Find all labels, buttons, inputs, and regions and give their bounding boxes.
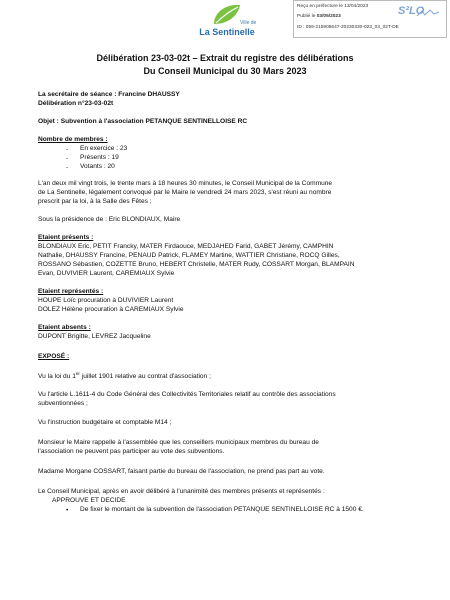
absents-heading: Etaient absents : [38,324,91,331]
presents-heading: Etaient présents : [38,234,94,241]
vu-article-line: subventionnées ; [38,400,88,407]
vu-loi-1901: Vu la loi du 1er juillet 1901 relative au contrat d'association ; [38,371,211,381]
presidence-line: Sous la présidence de : Eric BLONDIAUX, Maire [38,216,181,223]
expose-heading: EXPOSÉ : [38,353,70,360]
vu-instruction-line: Vu l'instruction budgétaire et comptable M14 ; [38,419,172,426]
vu-article-line: Vu l'article L.1611-4 du Code Général des Collectivités Territoriales relatif au contrôle des associations [38,391,336,398]
document-title-line2: Du Conseil Municipal du 30 Mars 2023 [143,66,307,76]
bullet-dot: • [66,507,69,514]
presents-line: ROSSANO Sébastien, COZETTE Bruno, HEBERT Christelle, MATER Rudy, COSSART Morgan, BLAMPAIN [38,261,355,268]
leaf-logo-icon [210,2,244,28]
membres-item: Votants : 20 [80,163,115,170]
bullet-dot: - [66,164,69,171]
membres-item: Présents : 19 [80,154,119,161]
intro-line: prescrit par la loi, à la Salle des Fêtes ; [38,198,152,205]
secretaire-line: La secrétaire de séance : Francine DHAUSSY [38,91,180,98]
membres-heading: Nombre de membres : [38,136,108,143]
presents-line: BLONDIAUX Eric, PETIT Francky, MATER Firdaouce, MEDJAHED Farid, GABET Jérémy, CAMPHIN [38,243,334,250]
intro-line: de La Sentinelle, légalement convoqué par le Maire le vendredi 24 mars 2023, s'est réuni au nombre [38,189,332,196]
objet-line: Objet : Subvention à l'association PETANQUE SENTINELLOISE RC [38,118,248,125]
deliberation-number: Délibération n°23-03-02t [38,100,114,107]
stamp-id: ID : 059-215905647-20230330-023_03_02T-DE [297,25,399,30]
signature-scribble-icon [416,8,440,18]
logo-name: La Sentinelle [199,27,255,37]
representes-heading: Etaient représentés : [38,288,104,295]
logo-top-text: Ville de [240,20,257,26]
representes-line: HOUPE Loïc procuration à DUVIVIER Laurent [38,297,174,304]
bullet-dot: - [66,155,69,162]
decision-bullet: De fixer le montant de la subvention de l'association PETANQUE SENTINELLOISE RC à 1500 €. [80,506,364,513]
rappel-line: l'association ne peuvent pas participer au vote des subventions. [38,448,225,455]
stamp-received: Reçu en préfecture le 13/04/2023 [297,4,369,9]
intro-line: L'an deux mil vingt trois, le trente mars à 18 heures 30 minutes, le Conseil Municipal de la Commune [38,180,333,187]
prefecture-stamp [293,0,447,38]
bullet-dot: - [66,146,69,153]
town-logo [196,2,258,44]
document-title-line1: Délibération 23-03-02t – Extrait du registre des délibérations [96,53,354,63]
rappel-line: Monsieur le Maire rappelle à l'assemblée que les conseillers municipaux membres du bureau de [38,439,319,446]
absents-line: DUPONT Brigitte, LEVREZ Jacqueline [38,333,151,340]
stamp-published: Publié le 03/05/2023 [297,14,341,19]
decision-approve: APPROUVE ET DECIDE [52,497,126,504]
cossart-line: Madame Morgane COSSART, faisant partie du bureau de l'association, ne prend pas part au vote. [38,468,325,475]
representes-line: DOLEZ Hélène procuration à CAREMIAUX Sylvie [38,306,184,313]
presents-line: Evan, DUVIVIER Laurent, CAREMIAUX Sylvie [38,270,175,277]
membres-item: En exercice : 23 [80,145,128,152]
presents-line: Nathalie, DHAUSSY Francine, PENAUD Patrick, FLAMEY Martine, WATTIER Christiane, ROCQ Gilles, [38,252,340,259]
stamp-brand: S²LO [398,5,425,17]
decision-line: Le Conseil Municipal, après en avoir délibéré à l'unanimité des membres présents et représentés : [38,488,325,495]
